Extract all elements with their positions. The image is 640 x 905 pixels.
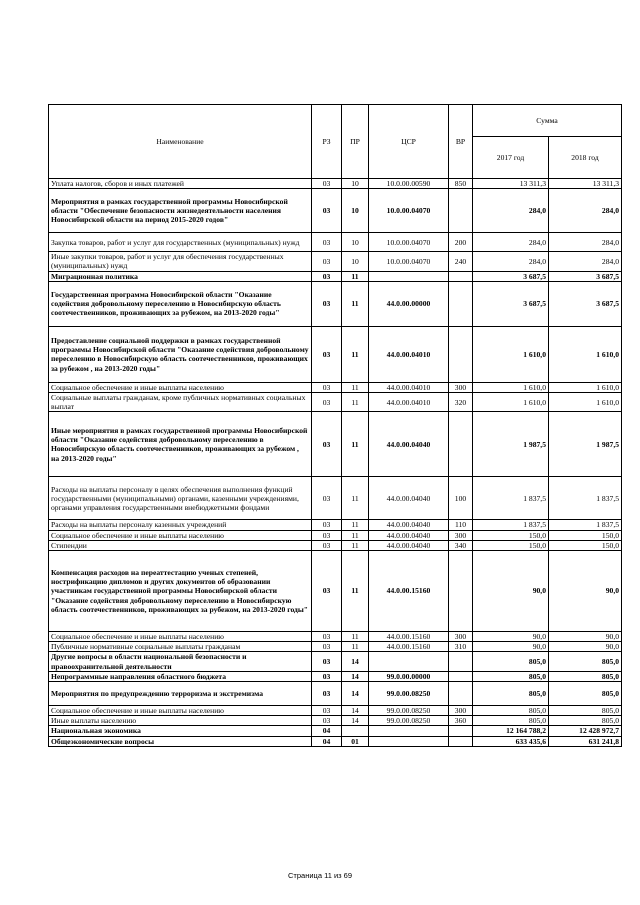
header-pr: ПР — [342, 105, 369, 179]
table-row — [49, 412, 622, 477]
table-row — [49, 682, 622, 706]
row-vr — [449, 326, 473, 382]
budget-table — [48, 104, 622, 747]
row-pr: 11 — [342, 326, 369, 382]
row-rz: 04 — [312, 726, 342, 736]
table-row — [49, 706, 622, 716]
table-row — [49, 540, 622, 550]
row-name: Общеэкономические вопросы — [49, 736, 312, 746]
row-vr — [449, 671, 473, 681]
table-row — [49, 520, 622, 530]
row-value-2017: 13 311,3 — [473, 179, 549, 189]
row-value-2018: 284,0 — [549, 189, 622, 233]
table-row — [49, 477, 622, 520]
row-csr: 10.0.00.04070 — [369, 252, 449, 271]
row-csr: 44.0.00.04010 — [369, 326, 449, 382]
row-value-2017: 284,0 — [473, 252, 549, 271]
row-value-2018: 805,0 — [549, 652, 622, 671]
row-value-2018: 3 687,5 — [549, 281, 622, 326]
row-value-2017: 1 610,0 — [473, 393, 549, 412]
row-csr: 99.0.00.08250 — [369, 706, 449, 716]
row-csr: 10.0.00.04070 — [369, 189, 449, 233]
row-pr: 11 — [342, 632, 369, 642]
row-csr: 44.0.00.15160 — [369, 642, 449, 652]
row-vr: 320 — [449, 393, 473, 412]
row-rz: 03 — [312, 530, 342, 540]
row-pr: 10 — [342, 189, 369, 233]
row-name: Мероприятия в рамках государственной программы Новосибирской области "Обеспечение безопасности жизнедеятельности населения Новосибирской области на период 2015-2020 годов" — [49, 189, 312, 233]
row-csr: 44.0.00.04010 — [369, 393, 449, 412]
row-name: Иные мероприятия в рамках государственной программы Новосибирской области "Оказание содействия добровольному переселению в Новосибирскую область соотечественников, проживающих за рубежом , на 2013-2020 годы" — [49, 412, 312, 477]
row-value-2018: 1 610,0 — [549, 393, 622, 412]
row-name: Мероприятия по предупреждению терроризма и экстремизма — [49, 682, 312, 706]
table-row — [49, 726, 622, 736]
row-rz: 03 — [312, 189, 342, 233]
row-name: Национальная экономика — [49, 726, 312, 736]
row-value-2017: 633 435,6 — [473, 736, 549, 746]
row-value-2017: 150,0 — [473, 540, 549, 550]
row-rz: 03 — [312, 682, 342, 706]
row-pr: 10 — [342, 233, 369, 252]
row-name: Уплата налогов, сборов и иных платежей — [49, 179, 312, 189]
row-value-2017: 1 610,0 — [473, 382, 549, 392]
row-vr — [449, 682, 473, 706]
row-rz: 03 — [312, 382, 342, 392]
row-name: Миграционная политика — [49, 271, 312, 281]
row-vr: 360 — [449, 716, 473, 726]
row-pr — [342, 726, 369, 736]
row-value-2017: 805,0 — [473, 716, 549, 726]
row-value-2017: 150,0 — [473, 530, 549, 540]
row-csr: 44.0.00.04040 — [369, 530, 449, 540]
table-row — [49, 393, 622, 412]
table-row — [49, 326, 622, 382]
row-csr: 10.0.00.04070 — [369, 233, 449, 252]
row-rz: 04 — [312, 736, 342, 746]
row-pr: 11 — [342, 281, 369, 326]
row-csr: 44.0.00.00000 — [369, 281, 449, 326]
row-csr — [369, 726, 449, 736]
row-value-2017: 284,0 — [473, 233, 549, 252]
row-value-2017: 3 687,5 — [473, 271, 549, 281]
row-pr: 14 — [342, 652, 369, 671]
row-value-2018: 90,0 — [549, 632, 622, 642]
row-value-2017: 90,0 — [473, 551, 549, 632]
row-vr: 110 — [449, 520, 473, 530]
row-csr: 99.0.00.00000 — [369, 671, 449, 681]
row-csr: 44.0.00.04010 — [369, 382, 449, 392]
row-vr: 310 — [449, 642, 473, 652]
row-pr: 11 — [342, 551, 369, 632]
row-vr: 200 — [449, 233, 473, 252]
row-vr: 300 — [449, 382, 473, 392]
row-name: Предоставление социальной поддержки в рамках государственной программы Новосибирской области "Оказание содействия добровольному переселению в Новосибирскую область соотечественников, проживающих за рубежом , на 2013-2020 годы" — [49, 326, 312, 382]
row-value-2018: 1 837,5 — [549, 477, 622, 520]
row-value-2018: 90,0 — [549, 551, 622, 632]
row-value-2017: 1 610,0 — [473, 326, 549, 382]
row-value-2017: 1 837,5 — [473, 477, 549, 520]
row-csr: 99.0.00.08250 — [369, 682, 449, 706]
row-vr — [449, 271, 473, 281]
row-rz: 03 — [312, 671, 342, 681]
row-csr: 44.0.00.04040 — [369, 477, 449, 520]
table-row — [49, 736, 622, 746]
table-row — [49, 233, 622, 252]
row-csr — [369, 271, 449, 281]
row-vr: 300 — [449, 632, 473, 642]
row-value-2018: 150,0 — [549, 540, 622, 550]
row-pr: 14 — [342, 716, 369, 726]
row-name: Стипендии — [49, 540, 312, 550]
row-name: Социальное обеспечение и иные выплаты населению — [49, 530, 312, 540]
header-sum: Сумма — [473, 105, 622, 137]
table-row — [49, 281, 622, 326]
row-rz: 03 — [312, 642, 342, 652]
row-vr — [449, 551, 473, 632]
row-value-2017: 90,0 — [473, 632, 549, 642]
row-csr: 44.0.00.04040 — [369, 540, 449, 550]
row-vr — [449, 736, 473, 746]
row-rz: 03 — [312, 477, 342, 520]
row-pr: 14 — [342, 671, 369, 681]
row-pr: 11 — [342, 382, 369, 392]
row-pr: 11 — [342, 393, 369, 412]
row-rz: 03 — [312, 233, 342, 252]
row-name: Другие вопросы в области национальной безопасности и правоохранительной деятельности — [49, 652, 312, 671]
row-vr: 300 — [449, 706, 473, 716]
row-pr: 11 — [342, 530, 369, 540]
row-rz: 03 — [312, 271, 342, 281]
table-row — [49, 632, 622, 642]
row-value-2017: 1 987,5 — [473, 412, 549, 477]
row-rz: 03 — [312, 252, 342, 271]
row-name: Иные выплаты населению — [49, 716, 312, 726]
row-csr: 44.0.00.04040 — [369, 412, 449, 477]
header-csr: ЦСР — [369, 105, 449, 179]
row-csr: 10.0.00.00590 — [369, 179, 449, 189]
table-row — [49, 716, 622, 726]
row-pr: 11 — [342, 540, 369, 550]
row-value-2017: 805,0 — [473, 706, 549, 716]
row-pr: 14 — [342, 706, 369, 716]
row-name: Социальное обеспечение и иные выплаты населению — [49, 632, 312, 642]
row-pr: 01 — [342, 736, 369, 746]
row-name: Социальное обеспечение и иные выплаты населению — [49, 706, 312, 716]
header-vr: ВР — [449, 105, 473, 179]
row-name: Государственная программа Новосибирской области "Оказание содействия добровольному переселению в Новосибирскую область соотечественников, проживающих за рубежом, на 2013-2020 годы" — [49, 281, 312, 326]
row-vr — [449, 281, 473, 326]
row-name: Непрограммные направления областного бюджета — [49, 671, 312, 681]
row-value-2018: 90,0 — [549, 642, 622, 652]
row-name: Компенсация расходов на переаттестацию ученых степеней, нострификацию дипломов и других документов об образовании участникам государственной программы Новосибирской области "Оказание содействия добровольному переселению в Новосибирскую область соотечественников, проживающих за рубежом, на 2013-2020 годы" — [49, 551, 312, 632]
row-vr — [449, 412, 473, 477]
row-csr — [369, 736, 449, 746]
row-name: Иные закупки товаров, работ и услуг для обеспечения государственных (муниципальных) нужд — [49, 252, 312, 271]
page-number: Страница 11 из 69 — [288, 871, 352, 880]
row-csr: 44.0.00.15160 — [369, 632, 449, 642]
table-row — [49, 189, 622, 233]
row-value-2018: 1 610,0 — [549, 382, 622, 392]
row-value-2018: 805,0 — [549, 706, 622, 716]
row-pr: 11 — [342, 412, 369, 477]
row-rz: 03 — [312, 706, 342, 716]
table-row — [49, 671, 622, 681]
row-name: Социальные выплаты гражданам, кроме публичных нормативных социальных выплат — [49, 393, 312, 412]
row-pr: 11 — [342, 642, 369, 652]
row-value-2017: 1 837,5 — [473, 520, 549, 530]
row-pr: 11 — [342, 477, 369, 520]
table-row — [49, 642, 622, 652]
row-rz: 03 — [312, 326, 342, 382]
row-value-2018: 284,0 — [549, 233, 622, 252]
row-rz: 03 — [312, 632, 342, 642]
row-rz: 03 — [312, 393, 342, 412]
row-vr: 340 — [449, 540, 473, 550]
row-rz: 03 — [312, 412, 342, 477]
row-rz: 03 — [312, 281, 342, 326]
row-name: Публичные нормативные социальные выплаты гражданам — [49, 642, 312, 652]
row-value-2017: 805,0 — [473, 652, 549, 671]
row-vr: 850 — [449, 179, 473, 189]
row-value-2017: 805,0 — [473, 671, 549, 681]
row-value-2017: 3 687,5 — [473, 281, 549, 326]
row-value-2018: 13 311,3 — [549, 179, 622, 189]
row-rz: 03 — [312, 540, 342, 550]
table-row — [49, 382, 622, 392]
header-rz: РЗ — [312, 105, 342, 179]
row-vr — [449, 652, 473, 671]
row-rz: 03 — [312, 716, 342, 726]
row-value-2018: 631 241,8 — [549, 736, 622, 746]
row-csr: 44.0.00.04040 — [369, 520, 449, 530]
row-vr: 240 — [449, 252, 473, 271]
row-pr: 10 — [342, 252, 369, 271]
row-vr — [449, 726, 473, 736]
row-csr — [369, 652, 449, 671]
row-value-2017: 805,0 — [473, 682, 549, 706]
row-rz: 03 — [312, 652, 342, 671]
row-value-2018: 284,0 — [549, 252, 622, 271]
row-value-2018: 805,0 — [549, 671, 622, 681]
header-2018: 2018 год — [549, 137, 622, 179]
table-row — [49, 551, 622, 632]
table-row — [49, 252, 622, 271]
row-value-2018: 1 837,5 — [549, 520, 622, 530]
row-name: Социальное обеспечение и иные выплаты населению — [49, 382, 312, 392]
row-csr: 99.0.00.08250 — [369, 716, 449, 726]
row-vr — [449, 189, 473, 233]
row-value-2017: 12 164 788,2 — [473, 726, 549, 736]
row-value-2018: 150,0 — [549, 530, 622, 540]
row-pr: 10 — [342, 179, 369, 189]
row-pr: 11 — [342, 520, 369, 530]
row-name: Расходы на выплаты персоналу казенных учреждений — [49, 520, 312, 530]
row-value-2017: 90,0 — [473, 642, 549, 652]
row-value-2018: 1 987,5 — [549, 412, 622, 477]
table-row — [49, 652, 622, 671]
row-value-2018: 805,0 — [549, 682, 622, 706]
row-name: Закупка товаров, работ и услуг для государственных (муниципальных) нужд — [49, 233, 312, 252]
row-rz: 03 — [312, 179, 342, 189]
row-pr: 11 — [342, 271, 369, 281]
row-rz: 03 — [312, 520, 342, 530]
header-2017: 2017 год — [473, 137, 549, 179]
row-name: Расходы на выплаты персоналу в целях обеспечения выполнения функций государственными (муниципальными) органами, казенными учреждениями, органами управления государственными внебюджетными фондами — [49, 477, 312, 520]
row-rz: 03 — [312, 551, 342, 632]
table-row — [49, 271, 622, 281]
row-value-2018: 12 428 972,7 — [549, 726, 622, 736]
table-row — [49, 179, 622, 189]
header-name: Наименование — [49, 105, 312, 179]
row-value-2018: 3 687,5 — [549, 271, 622, 281]
table-row — [49, 530, 622, 540]
row-pr: 14 — [342, 682, 369, 706]
row-vr: 300 — [449, 530, 473, 540]
row-vr: 100 — [449, 477, 473, 520]
row-value-2018: 1 610,0 — [549, 326, 622, 382]
row-value-2018: 805,0 — [549, 716, 622, 726]
row-value-2017: 284,0 — [473, 189, 549, 233]
row-csr: 44.0.00.15160 — [369, 551, 449, 632]
